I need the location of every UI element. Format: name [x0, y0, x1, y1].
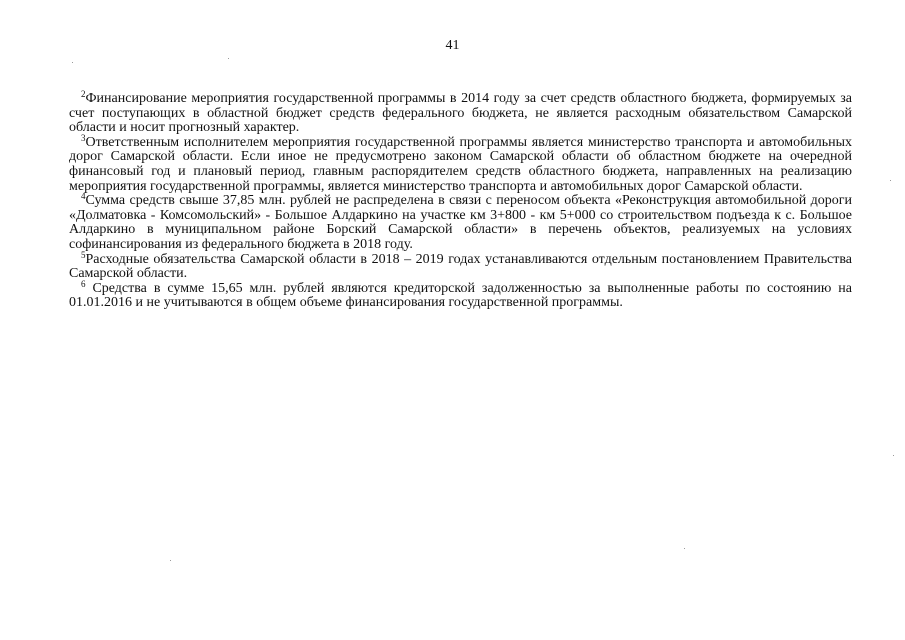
footnote-mark: 6 — [81, 278, 86, 289]
footnote-text: Ответственным исполнителем мероприятия государственной программы является министерство транспорта и автомобильных дорог Самарской области. Если иное не предусмотрено законом Самарской области об областном бюджете на очередной финансовый год и плановый период, главным распорядителем средств областного бюджета, направленных на реализацию мероприятия государственной программы, является министерство транспорта и автомобильных дорог Самарской области. — [69, 134, 852, 194]
scan-speck — [72, 62, 73, 63]
footnote-text: Расходные обязательства Самарской области в 2018 – 2019 годах устанавливаются отдельным постановлением Правительства Самарской области. — [69, 251, 852, 282]
page-number: 41 — [445, 38, 460, 53]
scan-speck — [893, 455, 894, 456]
footnote-mark: 5 — [81, 249, 86, 260]
footnote-3 — [69, 132, 852, 194]
scan-speck — [684, 548, 685, 549]
footnote-6 — [69, 278, 852, 311]
scan-speck — [170, 560, 171, 561]
footnote-mark: 2 — [81, 89, 86, 99]
footnote-text: Финансирование мероприятия государственной программы в 2014 году за счет средств областного бюджета, формируемых за счет поступающих в областной бюджет средств федерального бюджета, не является расходным обязательством Самарской области и носит прогнозный характер. — [69, 91, 852, 136]
footnote-4 — [69, 191, 852, 252]
footnote-text: Сумма средств свыше 37,85 млн. рублей не распределена в связи с переносом объекта «Реконструкция автомобильной дороги «Долматовка - Комсомольский» - Большое Алдаркино на участке км 3+800 - км 5+000 со строительством подъезда к с. Большое Алдаркино в муниципальном районе Борский Самарской области» в перечень объектов, реализуемых на условиях софинансирования из федерального бюджета в 2018 году. — [69, 193, 852, 252]
footnote-mark: 4 — [81, 191, 86, 202]
scan-speck — [228, 58, 229, 59]
footnotes-block — [69, 89, 852, 311]
scan-speck — [890, 180, 891, 181]
footnote-mark: 3 — [81, 132, 86, 143]
footnote-5 — [69, 249, 852, 282]
footnote-2 — [69, 89, 852, 136]
footnote-text: Средства в сумме 15,65 млн. рублей являются кредиторской задолженностью за выполненные работы по состоянию на 01.01.2016 и не учитываются в общем объеме финансирования государственной программы. — [69, 280, 852, 311]
